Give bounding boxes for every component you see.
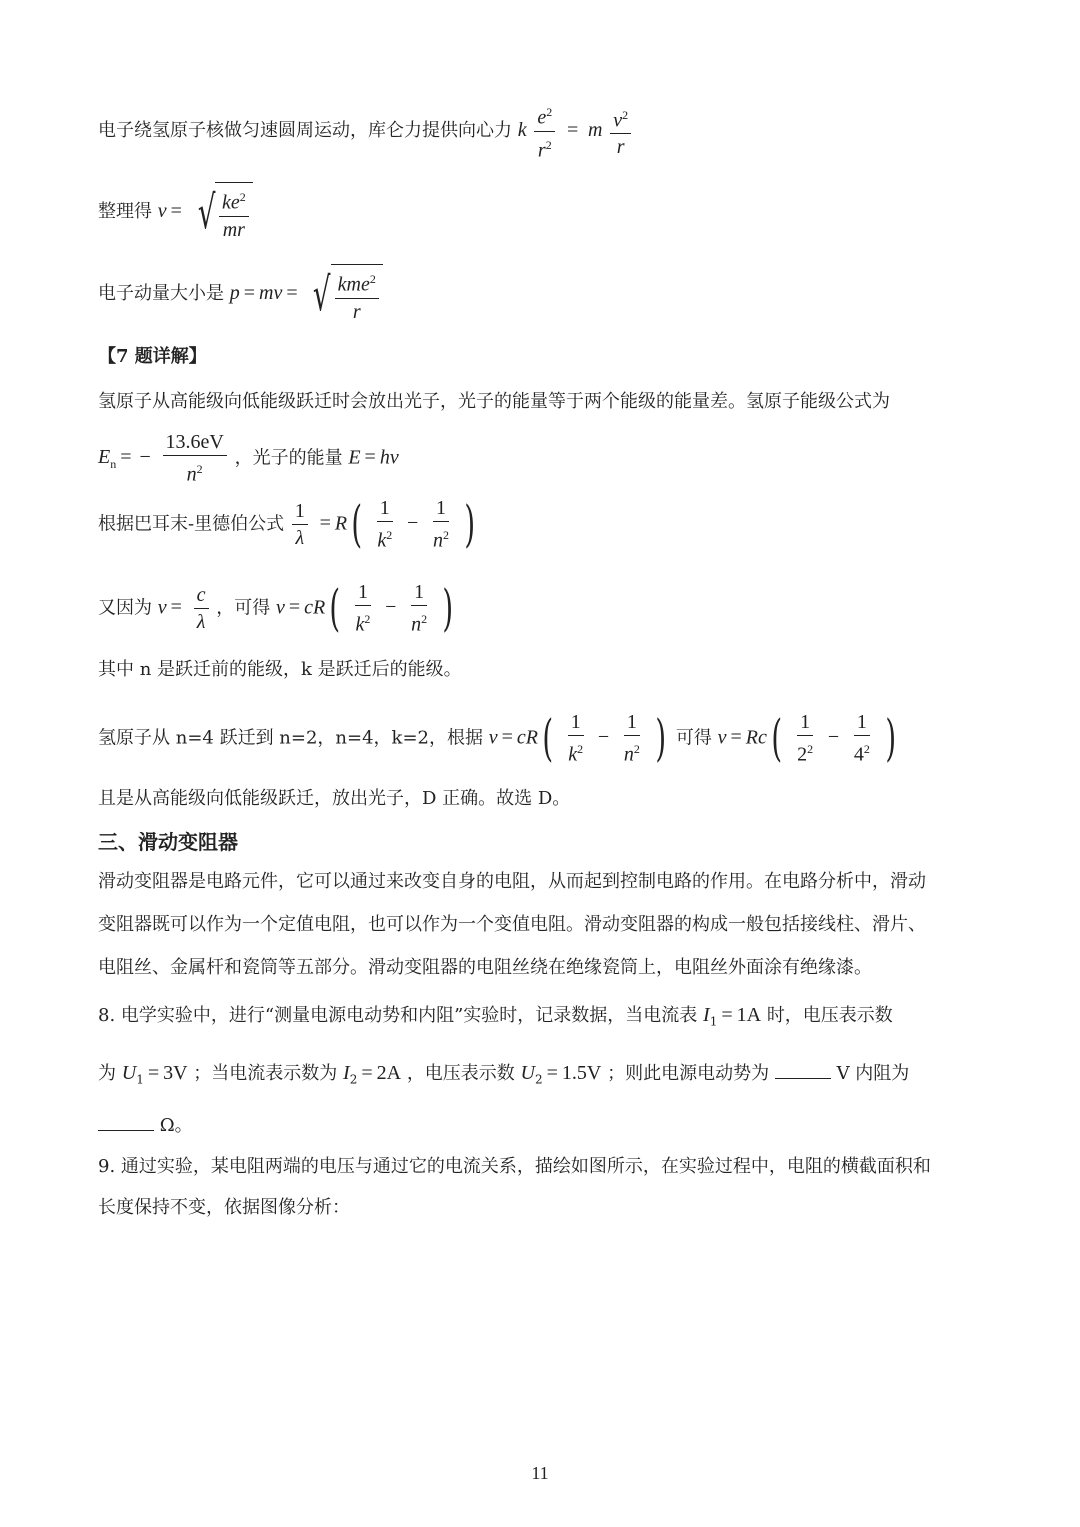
resistance-answer-blank[interactable] xyxy=(98,1112,154,1131)
emf-answer-blank[interactable] xyxy=(775,1060,831,1079)
coulomb-force-text: 电子绕氢原子核做匀速圆周运动，库仑力提供向心力 xyxy=(98,120,512,142)
question-9-line2: 长度保持不变，依据图像分析： xyxy=(98,1197,350,1218)
page-number: 11 xyxy=(531,1463,549,1483)
section3-para-line2: 变阻器既可以作为一个定值电阻，也可以作为一个变值电阻。滑动变阻器的构成一般包括接线柱、滑片、 xyxy=(98,914,926,935)
momentum-line: 电子动量大小是 p = mv = √ $\frac{kme^2}{r}$ xyxy=(98,264,383,324)
section3-para-line3: 电阻丝、金属杆和瓷筒等五部分。滑动变阻器的电阻丝绕在绝缘瓷筒上，电阻丝外面涂有绝缘漆。 xyxy=(98,957,872,978)
question-8-line2: 为 $U_1 = 3V$ ；当电流表示数为 $I_2 = 2A$ ，电压表示数 $U_2 = 1.5V$ ；则此电源电动势为 V 内阻为 xyxy=(98,1062,910,1087)
frequency-line: 又因为 ν = $\frac{c}{\lambda}$ ，可得 ν = cR( $\frac{1}{k^2}$ − $\frac{1}{n^2}$ ) xyxy=(98,579,454,638)
velocity-sqrt: √ $\frac{ke^2}{mr}$ xyxy=(192,182,253,242)
transition-line: 氢原子从 n=4 跃迁到 n=2，n=4，k=2，根据 ν = cR( $\frac{1}{k^2}$ − $\frac{1}{n^2}$ ) 可得 ν = Rc( $\frac{1}{2^2}$ − $\frac{1}{4^2}$ ) xyxy=(98,709,896,768)
energy-level-line: $E_n$ = − $\frac{13.6eV}{n^2}$ ，光子的能量 E = hν xyxy=(98,431,399,486)
section-3-title: 三、滑动变阻器 xyxy=(98,830,238,854)
section3-para-line1: 滑动变阻器是电路元件，它可以通过来改变自身的电阻，从而起到控制电路的作用。在电路分析中，滑动 xyxy=(98,871,926,892)
energy-level-fraction: $\frac{13.6eV}{n^2}$ xyxy=(163,430,227,487)
e2-over-r2-fraction: $\frac{e^2}{r^2}$ xyxy=(534,100,555,162)
question-8-line1: 8. 电学实验中，进行“测量电源电动势和内阻”实验时，记录数据，当电流表 $I_1 = 1A$ 时，电压表示数 xyxy=(98,1004,893,1029)
momentum-sqrt: √ $\frac{kme^2}{r}$ xyxy=(307,264,383,324)
para7-line1: 氢原子从高能级向低能级跃迁时会放出光子，光子的能量等于两个能级的能量差。氢原子能级公式为 xyxy=(98,391,890,412)
para7-line7: 且是从高能级向低能级跃迁，放出光子，D 正确。故选 D。 xyxy=(98,788,571,809)
para7-line5: 其中 n 是跃迁前的能级，k 是跃迁后的能级。 xyxy=(98,659,462,680)
velocity-line: 整理得 v = √ $\frac{ke^2}{mr}$ xyxy=(98,182,253,242)
v2-over-r-fraction: $\frac{v^2}{r}$ xyxy=(610,103,631,160)
question-8-line3: Ω。 xyxy=(98,1112,193,1138)
rydberg-line: 根据巴耳末-里德伯公式 $\frac{1}{\lambda}$ = R( $\frac{1}{k^2}$ − $\frac{1}{n^2}$ ) xyxy=(98,495,475,554)
velocity-text: 整理得 xyxy=(98,201,152,222)
question-9-line1: 9. 通过实验，某电阻两端的电压与通过它的电流关系，描绘如图所示，在实验过程中，电阻的横截面积和 xyxy=(98,1156,931,1177)
section-7-header: 【7 题详解】 xyxy=(98,346,207,367)
coulomb-force-line: 电子绕氢原子核做匀速圆周运动，库仑力提供向心力 k $\frac{e^2}{r^2}$ = m $\frac{v^2}{r}$ xyxy=(98,100,633,162)
momentum-text: 电子动量大小是 xyxy=(98,283,224,304)
